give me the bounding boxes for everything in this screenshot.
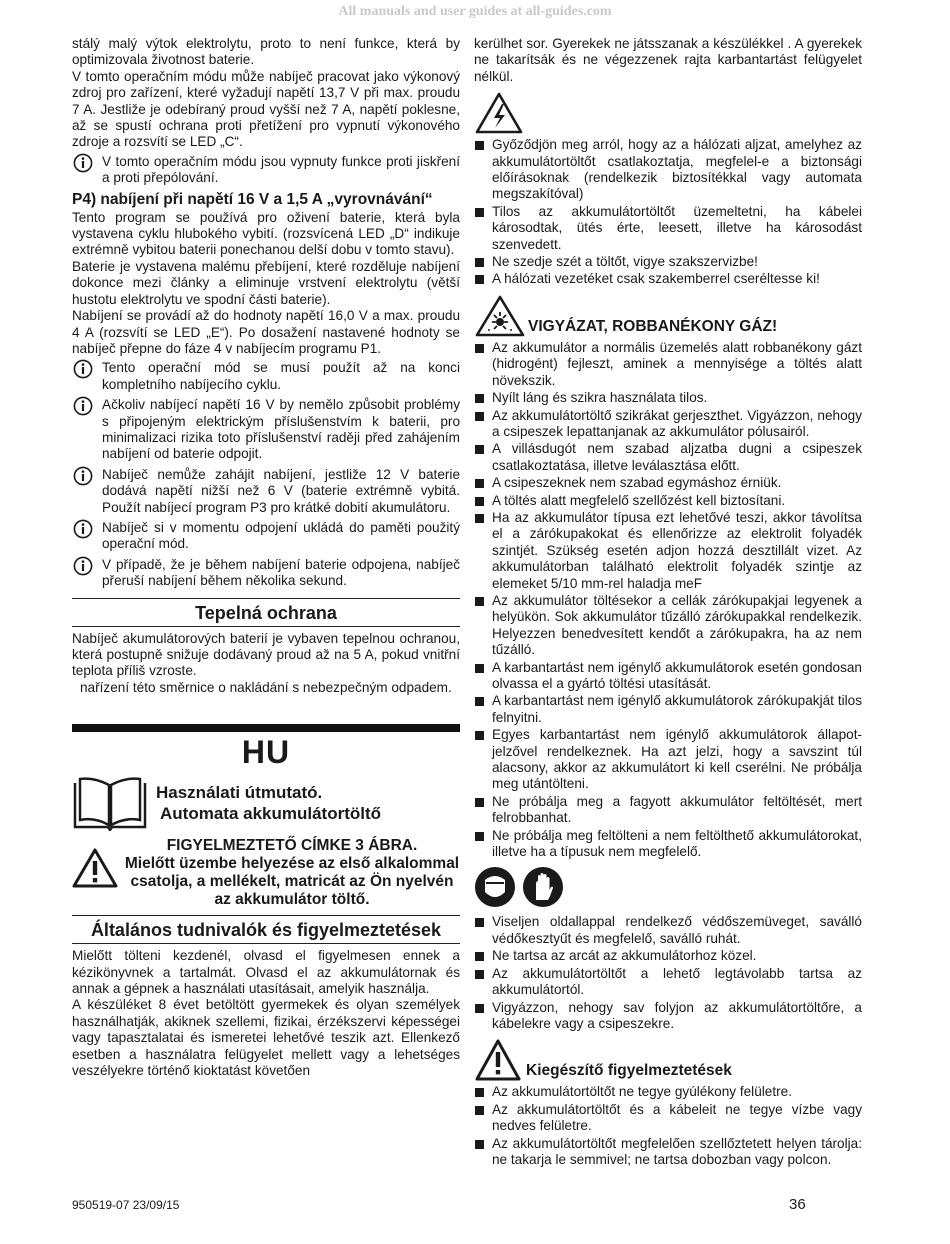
list-item: A csipeszeknek nem szabad egymáshoz érniük. (474, 475, 862, 491)
section-title-general: Általános tudnivalók és figyelmeztetések (90, 920, 442, 941)
divider (72, 915, 460, 916)
info-icon (72, 153, 94, 173)
info-text: V případě, že je během nabíjení baterie odpojena, nabíječ přeruší nabíjení během několika sekund. (102, 556, 460, 589)
ppe-list (474, 914, 862, 1032)
paragraph: nařízení této směrnice o nakládání s nebezpečným odpadem. (80, 679, 452, 695)
electric-warning-icon (474, 91, 524, 135)
list-item: Győződjön meg arról, hogy az a hálózati aljzat, amelyhez az akkumulátortöltőt csatlakoztatja, megfelel-e a biztonsági előírásoknak (rendelkezik biztosítékkal vagy automata megszakítóval) (474, 137, 862, 203)
warning-label-text: FIGYELMEZTETŐ CÍMKE 3 ÁBRA. Mielőtt üzembe helyezése az első alkalommal csatolja, a mellékelt, matricát az Ön nyelvén az akkumulátor töltő. (124, 837, 460, 909)
warning-label-note (72, 837, 460, 909)
right-column (474, 36, 862, 1169)
document-code: 950519-07 23/09/15 (72, 1198, 180, 1212)
info-text: Ačkoliv nabíjecí napětí 16 V by nemělo způsobit problémy s připojeným elektrickým příslušenstvím k baterii, pro minimalizaci rizika toto příslušenství raději před zahájením nabíjení od baterie odpojit. (102, 397, 460, 462)
additional-warnings-list (474, 1084, 862, 1168)
paragraph: Nabíjení se provádí až do hodnoty napětí 16,0 V a max. proudu 4 A (rozsvítí se LED „E“). Po dosažení nastavené hodnoty se nabíječ přepne do fáze 4 v nabíjecím programu P1. (72, 308, 460, 356)
ppe-icons (474, 866, 862, 908)
info-text: Nabíječ nemůže zahájit nabíjení, jestliže 12 V baterie dodává napětí nižší než 6 V (baterie extrémně vybitá. Použít nabíjecí program P3 pro krátké dobití akumulátoru. (102, 466, 460, 515)
info-text: Tento operační mód se musí použít až na konci kompletního nabíjecího cyklu. (102, 360, 460, 392)
manual-book-icon (72, 775, 148, 831)
watermark: All manuals and user guides at all-guides.com (338, 4, 612, 19)
list-item: Ha az akkumulátor típusa ezt lehetővé teszi, akkor távolítsa el a zárókupakokat és ellenőrizze az elektrolit folyadék szintjét. Szükség esetén adjon hozzá desztillált vizet. Az akkumulátorban található elektrolit folyadék szintje az elemeket 5/10 mm-rel haladja meF (474, 510, 862, 592)
section-title-thermal: Tepelná ochrana (195, 602, 337, 623)
info-note (72, 557, 460, 590)
program-title: P4) nabíjení při napětí 16 V a 1,5 A „vyrovnávání“ (72, 190, 433, 208)
warning-icon (474, 1038, 522, 1082)
list-item: A töltés alatt megfelelő szellőzést kell biztosítani. (474, 493, 862, 509)
page-number: 36 (789, 1196, 806, 1213)
paragraph: Tento program se používá pro oživení baterie, která byla vystavena cyklu hlubokého vybití. (rozsvícená LED „D“ indikuje extrémně vybitou baterii ponechanou delší dobu v tomto stavu). (72, 209, 460, 258)
additional-warnings-title: Kiegészítő figyelmeztetések (526, 1062, 732, 1080)
info-note (72, 154, 460, 187)
info-icon (72, 396, 94, 416)
manual-title: Használati útmutató. Automata akkumulátortöltő (156, 783, 382, 824)
list-item: A villásdugót nem szabad aljzatba dugni a csipeszek csatlakoztatása, illetve leválasztása előtt. (474, 441, 862, 474)
list-item: A karbantartást nem igénylő akkumulátorok esetén gondosan olvassa el a gyártó töltési utasítását. (474, 660, 862, 693)
info-note (72, 520, 460, 553)
face-shield-icon (474, 866, 516, 908)
paragraph: Baterie je vystavena malému přebíjení, které rozděluje nabíjení dokonce mezi články a eliminuje vrstvení elektrolytu (větší hustotu elektrolytu ve spodní části baterie). (72, 258, 460, 307)
list-item: Vigyázzon, nehogy sav folyjon az akkumulátortöltőre, a kábelekre vagy a csipeszekre. (474, 1000, 862, 1033)
list-item: Az akkumulátortöltőt és a kábeleit ne tegye vízbe vagy nedves felületre. (474, 1102, 862, 1135)
paragraph: stálý malý výtok elektrolytu, proto to není funkce, která by optimizovala životnost baterie. (72, 36, 460, 68)
gas-warning-title: VIGYÁZAT, ROBBANÉKONY GÁZ! (528, 317, 778, 335)
language-divider (72, 724, 460, 732)
info-icon (72, 359, 94, 379)
info-icon (72, 466, 94, 486)
warning-icon (72, 847, 118, 889)
list-item: Az akkumulátortöltőt a lehető legtávolabb tartsa az akkumulátortól. (474, 966, 862, 999)
info-note (72, 467, 460, 516)
electric-safety-list (474, 137, 862, 288)
language-code: HU (241, 734, 291, 771)
paragraph: V tomto operačním módu může nabíječ pracovat jako výkonový zdroj pro zařízení, které vyžadují napětí 13,7 V při max. proudu 7 A. Jestliže je odebíraný proud vyšší než 7 A, napětí poklesne, až se spustí ochrana proti přetížení pro vypnutí výkonového zdroje a rozsvítí se LED „C“. (72, 68, 460, 150)
paragraph: kerülhet sor. Gyerekek ne játsszanak a készülékkel . A gyerekek ne takarítsák és ne végezzenek rajta karbantartást felügyelet nélkül. (474, 36, 862, 84)
left-column (72, 36, 460, 1079)
list-item: Viseljen oldallappal rendelkező védőszemüveget, saválló védőkesztyűt és megfelelő, saválló ruhát. (474, 914, 862, 947)
manual-header (72, 775, 460, 831)
list-item: Az akkumulátortöltő szikrákat gerjeszthet. Vigyázzon, nehogy a csipeszek lepattanjanak az akkumulátor pólusairól. (474, 408, 862, 441)
paragraph: Nabíječ akumulátorových baterií je vybaven tepelnou ochranou, která postupně snižuje dodávaný proud až na 5 A, pokud vnitřní teplota příliš vzroste. (72, 630, 460, 679)
glove-icon (522, 866, 564, 908)
gas-safety-list (474, 340, 862, 861)
list-item: Az akkumulátortöltőt megfelelően szellőztetett helyen tárolja: ne takarja le semmivel; ne tartsa dobozban vagy polcon. (474, 1136, 862, 1169)
divider (72, 626, 460, 627)
info-icon (72, 556, 94, 576)
paragraph: Mielőtt tölteni kezdenél, olvasd el figyelmesen ennek a kézikönyvnek a tartalmát. Olvasd el az akkumulátornak és annak a gépnek a használati utasításait, amelyik használja. (72, 948, 460, 997)
list-item: Egyes karbantartást nem igénylő akkumulátorok állapot-jelzővel rendelkeznek. Ha azt jelzi, hogy a savszint túl alacsony, akkor az akkumulátort ki kell cserélni. Ne próbálja meg utántölteni. (474, 727, 862, 793)
list-item: Az akkumulátortöltőt ne tegye gyúlékony felületre. (474, 1084, 862, 1100)
gas-warning-header (474, 294, 862, 338)
list-item: Ne próbálja meg feltölteni a nem feltölthető akkumulátorokat, illetve ha a típusuk nem megfelelő. (474, 828, 862, 861)
explosion-warning-icon (474, 294, 526, 338)
list-item: Ne szedje szét a töltőt, vigye szakszervizbe! (474, 254, 862, 270)
info-text: V tomto operačním módu jsou vypnuty funkce proti jiskření a proti přepólování. (102, 153, 460, 186)
list-item: A karbantartást nem igénylő akkumulátorok zárókupakját tilos felnyitni. (474, 693, 862, 726)
divider (72, 598, 460, 599)
paragraph: A készüléket 8 évet betöltött gyermekek és olyan személyek használhatják, akiknek szellemi, fizikai, érzékszervi képességei vagy tapasztalatai és ismeretei lehetővé teszik azt. Ellenkező esetben a használatra felügyelet mellett vagy a lehetséges veszélyekre történő kioktatást követően (72, 997, 460, 1079)
list-item: Az akkumulátor töltésekor a cellák zárókupakjai legyenek a helyükön. Sok akkumulátor tűzálló zárókupakkal rendelkezik. Helyezzen benedvesített kendőt a zárókupakra, ha az nem tűzálló. (474, 593, 862, 659)
list-item: A hálózati vezetéket csak szakemberrel cseréltesse ki! (474, 271, 862, 287)
list-item: Ne tartsa az arcát az akkumulátorhoz közel. (474, 948, 862, 964)
list-item: Ne próbálja meg a fagyott akkumulátor feltöltését, mert felrobbanhat. (474, 794, 862, 827)
divider (72, 943, 460, 944)
info-text: Nabíječ si v momentu odpojení ukládá do paměti použitý operační mód. (102, 519, 460, 552)
info-note (72, 397, 460, 463)
list-item: Tilos az akkumulátortöltőt üzemeltetni, ha kábelei károsodtak, ütés érte, leesett, illetve ha károsodást szenvedett. (474, 204, 862, 253)
list-item: Nyílt láng és szikra használata tilos. (474, 390, 862, 406)
info-note (72, 360, 460, 393)
additional-warnings-header (474, 1038, 862, 1082)
list-item: Az akkumulátor a normális üzemelés alatt robbanékony gázt (hidrogént) fejleszt, aminek a mennyisége a töltés alatt növekszik. (474, 340, 862, 389)
info-icon (72, 519, 94, 539)
